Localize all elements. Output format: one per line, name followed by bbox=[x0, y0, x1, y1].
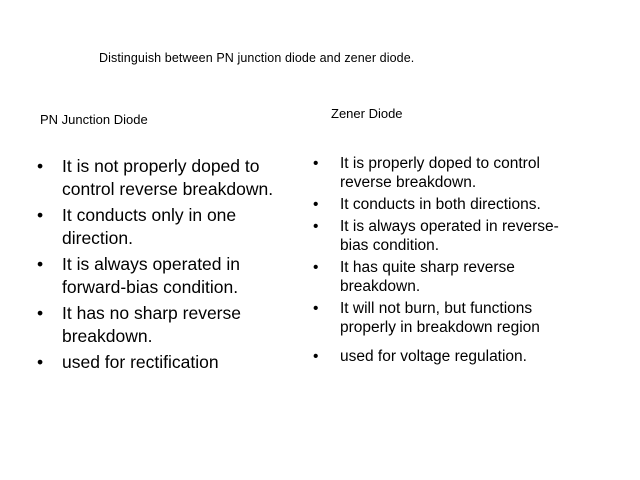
list-item bbox=[37, 253, 312, 299]
list-item bbox=[313, 154, 613, 192]
bullet-icon: • bbox=[313, 218, 319, 235]
list-item bbox=[37, 204, 312, 250]
list-item bbox=[313, 347, 613, 366]
bullet-text: used for voltage regulation. bbox=[340, 348, 527, 365]
bullet-text: It has quite sharp reverse breakdown. bbox=[340, 259, 515, 295]
bullet-icon: • bbox=[37, 352, 44, 372]
bullet-icon: • bbox=[37, 303, 44, 323]
list-item bbox=[313, 195, 613, 214]
bullet-icon: • bbox=[313, 300, 319, 317]
list-item bbox=[313, 217, 613, 255]
bullet-icon: • bbox=[313, 348, 319, 365]
bullet-text: It is always operated in forward-bias condition. bbox=[62, 254, 241, 297]
bullet-text: used for rectification bbox=[62, 352, 219, 372]
bullet-icon: • bbox=[37, 205, 44, 225]
bullet-text: It conducts only in one direction. bbox=[62, 205, 237, 248]
bullet-icon: • bbox=[313, 155, 319, 172]
pn-junction-bullet-list bbox=[37, 155, 312, 377]
bullet-text: It conducts in both directions. bbox=[340, 196, 541, 213]
slide-title: Distinguish between PN junction diode and zener diode. bbox=[99, 51, 415, 65]
zener-heading: Zener Diode bbox=[331, 106, 403, 121]
list-item bbox=[37, 302, 312, 348]
bullet-text: It is always operated in reverse- bias condition. bbox=[340, 218, 559, 254]
pn-junction-heading: PN Junction Diode bbox=[40, 112, 148, 127]
list-item bbox=[313, 258, 613, 296]
zener-bullet-list bbox=[313, 154, 613, 369]
bullet-text: It is not properly doped to control reverse breakdown. bbox=[62, 156, 274, 199]
bullet-text: It will not burn, but functions properly in breakdown region bbox=[340, 300, 540, 336]
bullet-icon: • bbox=[37, 254, 44, 274]
bullet-icon: • bbox=[313, 196, 319, 213]
list-item bbox=[37, 351, 312, 374]
list-item bbox=[37, 155, 312, 201]
bullet-text: It has no sharp reverse breakdown. bbox=[62, 303, 241, 346]
bullet-text: It is properly doped to control reverse breakdown. bbox=[340, 155, 540, 191]
bullet-icon: • bbox=[37, 156, 44, 176]
bullet-icon: • bbox=[313, 259, 319, 276]
list-item bbox=[313, 299, 613, 337]
